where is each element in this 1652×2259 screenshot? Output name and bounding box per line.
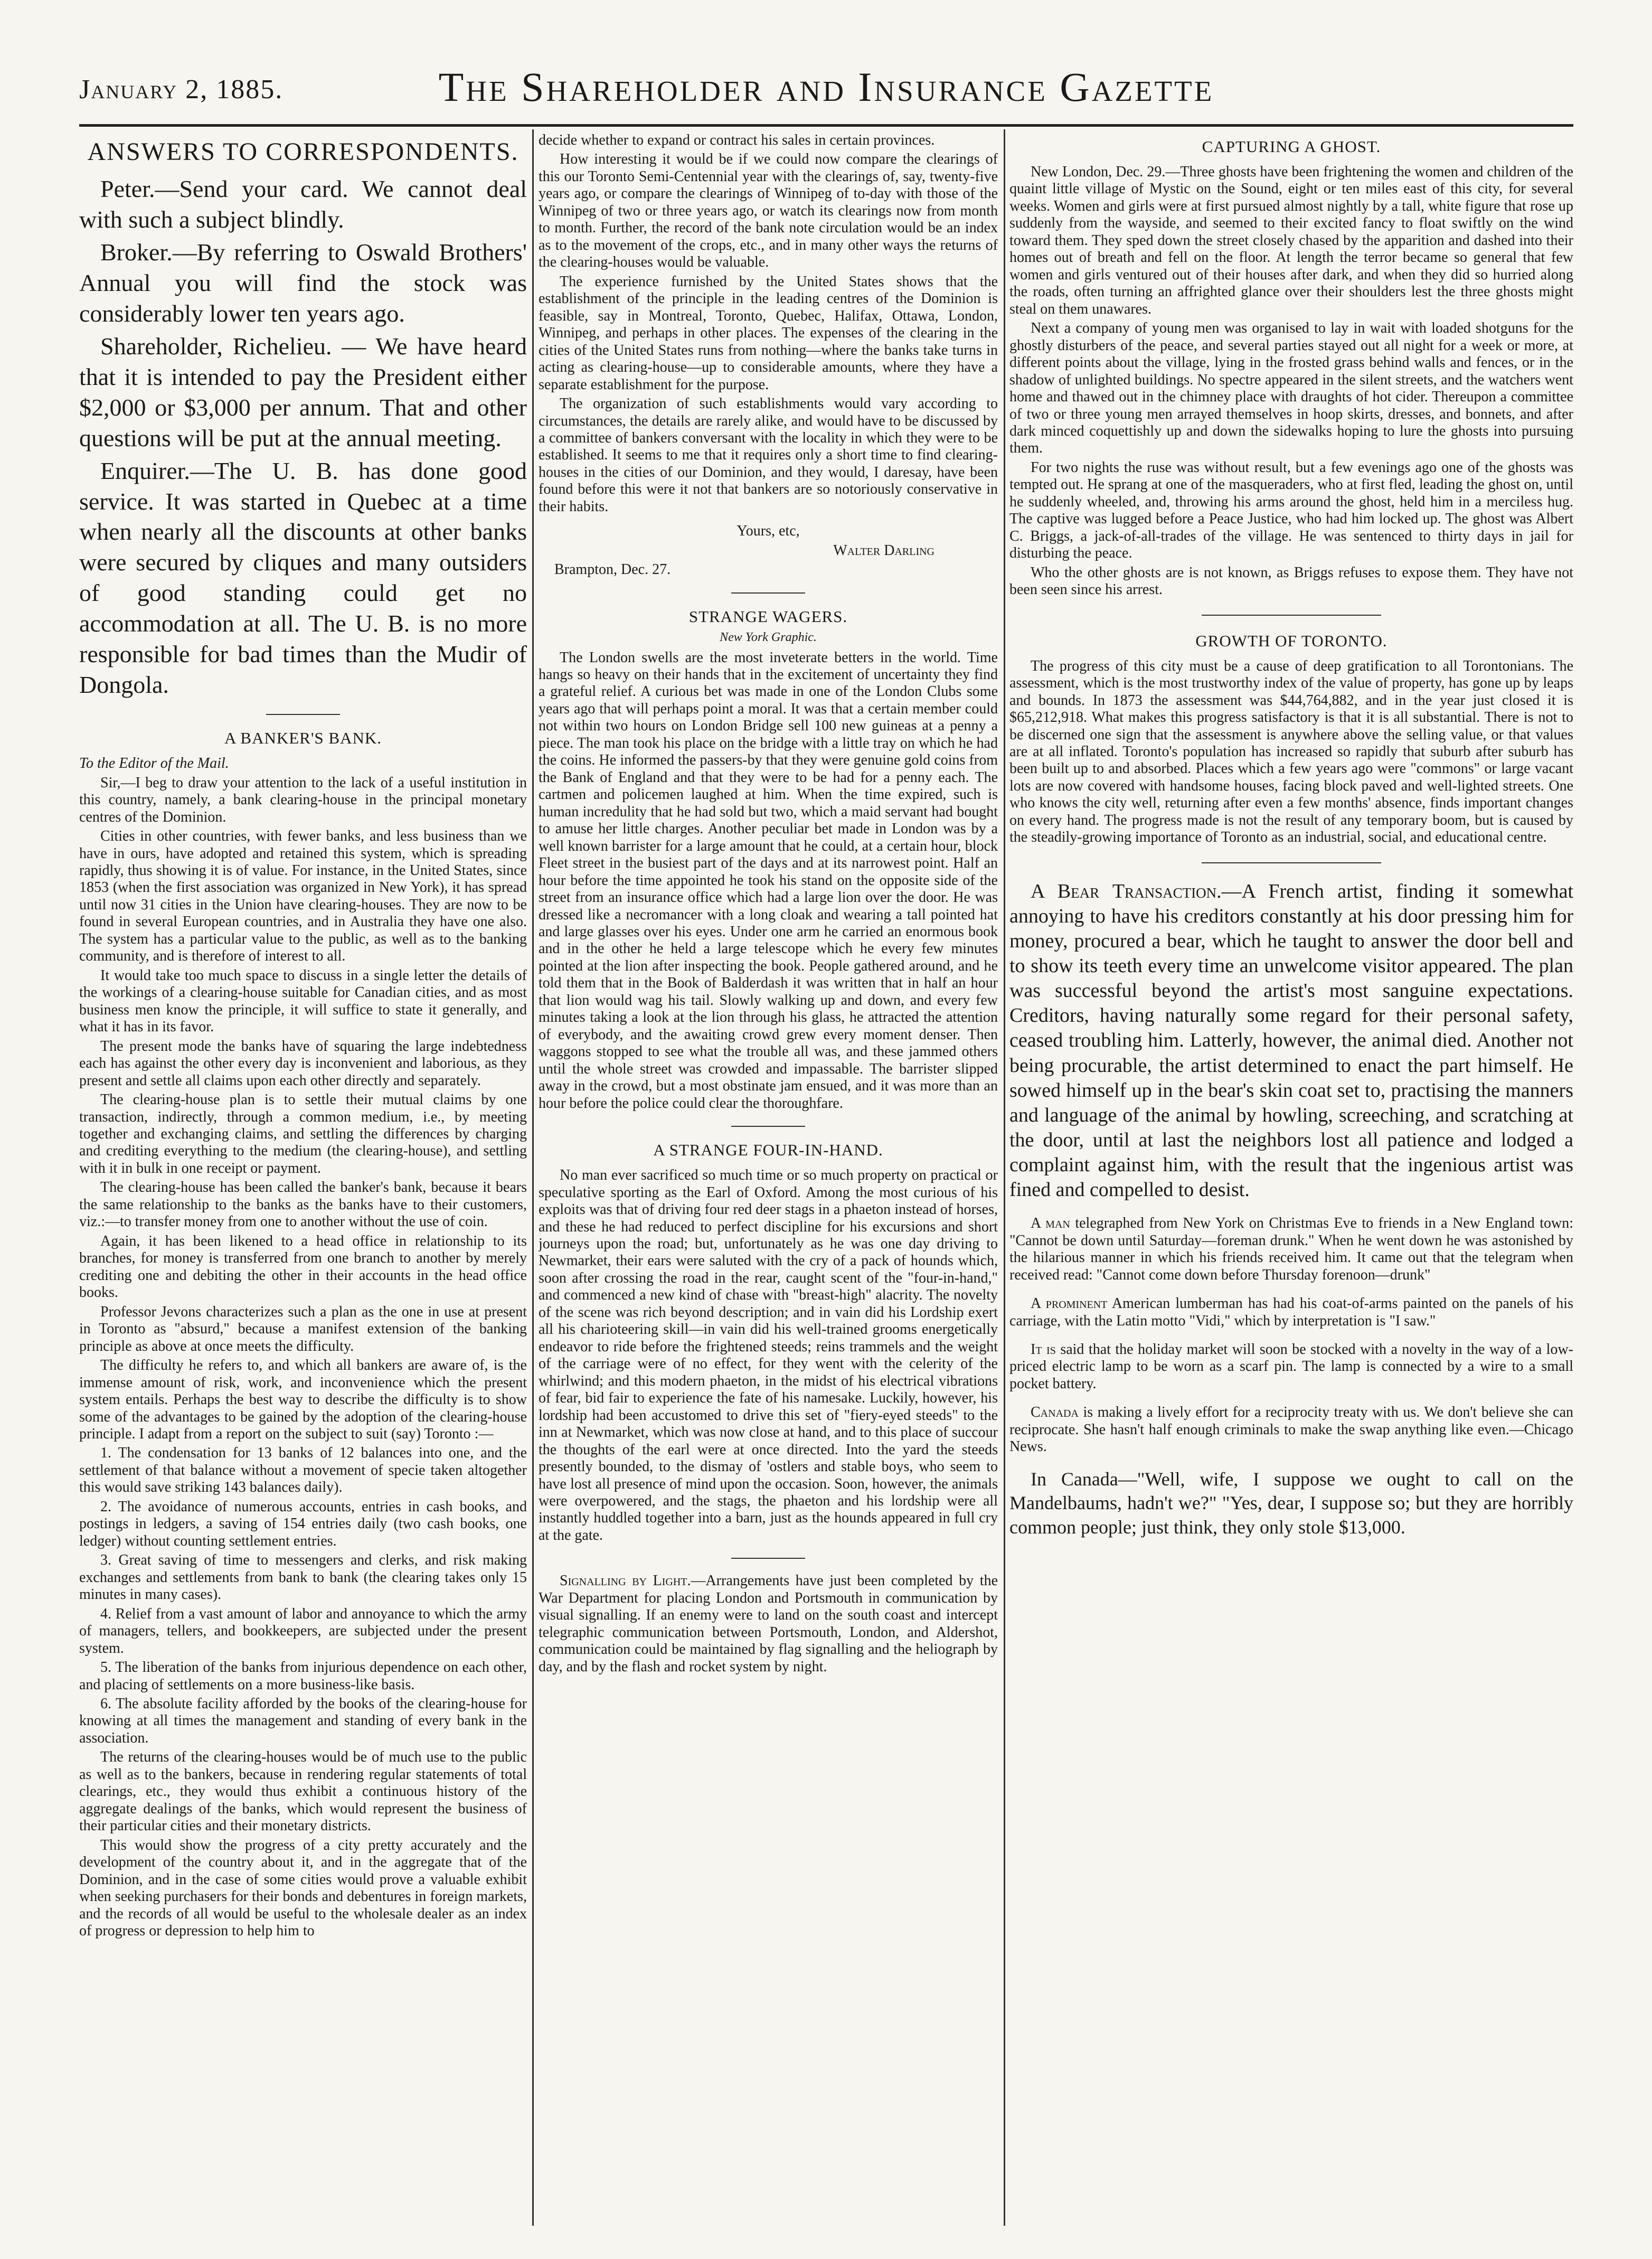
list-item: 4. Relief from a vast amount of labor and annoyance to which the army of managers, tellers, and bookkeepers, are subjected under the present system. [79,1605,527,1656]
bear-article [1009,879,1573,1202]
ghost-heading: CAPTURING A GHOST. [1202,137,1381,156]
short-item [1009,1295,1573,1330]
letter-dateline: Brampton, Dec. 27. [554,561,671,578]
toronto-article [1009,632,1573,846]
separator [731,1558,805,1559]
article-paragraph: The experience furnished by the United States shows that the establishment of the principle in the leading centres of the Dominion is feasible, say in Montreal, Toronto, Quebec, Halifax, Ottawa, London, Winnipeg, and perhaps in other places. The expenses of the clearing in the cities of the United States runs from nothing—where the banks take turns in acting as clearing-house—up to considerable amounts, where they have a separate establishment for the purpose. [539,273,998,393]
column-3 [1009,132,1573,2223]
article-paragraph: Cities in other countries, with fewer banks, and less business than we have in ours, have adopted and retained this system, which is spreading rapidly, thus showing it is of value. For instance, in the United States, since 1853 (when the first association was organized in New York), it has spread until now 31 cities in the Union have clearing-houses. They are now to be found in several European countries, and in Australia they have one also. The system has a particular value to the public, as well as to the banking community, and is therefore of interest to all. [79,828,527,965]
signalling-paragraph [539,1573,998,1676]
article-paragraph: Sir,—I beg to draw your attention to the lack of a useful institution in this country, namely, a bank clearing-house in the principal monetary centres of the Dominion. [79,774,527,825]
article-paragraph: This would show the progress of a city pretty accurately and the development of the country about it, and in the aggregate that of the Dominion, and in the case of some cities would prove a valuable exhibit when seeking purchasers for their bonds and debentures in foreign markets, and the records of all would be useful to the wholesale dealer as an index of progress or depression to help him to [79,1837,527,1940]
column-rule [532,129,534,2226]
four-in-hand-article [539,1141,998,1544]
column-1 [79,132,527,2223]
article-paragraph: Next a company of young men was organised to lay in wait with loaded shotguns for the ghostly disturbers of the peace, and several parties stayed out all night for a week or more, at different points about the village, lying in the frosted grass behind walls and fences, or in the shadow of unlighted buildings. No spectre appeared in the silent streets, and the watchers went home and thawed out in the chimney place with draughts of hot cider. Thereupon a committee of two or three young men arrayed themselves in hoop skirts, dresses, and bonnets, and after dark minced coquettishly up and down the sidewalks hoping to lure the ghosts into pursuing them. [1009,320,1573,457]
article-paragraph: It would take too much space to discuss in a single letter the details of the workings of a clearing-house suitable for Canadian cities, and as most business men know the principle, it will suffice to state it generally, and what it has in its favor. [79,967,527,1036]
signalling-text: —Arrangements have just been completed by the War Department for placing London and Portsmouth in communication by visual signalling. If an enemy were to land on the south coast and intercept telegraphic communication between Portsmouth, London, and Aldershot, communication could be maintained by flag signalling and the heliograph by day, and by the flash and rocket system by night. [539,1573,998,1675]
article-paragraph: The clearing-house has been called the banker's bank, because it bears the same relationship to the banks as the banks have to their customers, viz.:—to transfer money from one to another without the use of coin. [79,1179,527,1230]
separator [266,714,340,715]
article-paragraph: The London swells are the most inveterate betters in the world. Time hangs so heavy on their hands that in the excitement of uncertainty they find a grateful relief. A curious bet was made in one of the London Clubs some years ago that will perhaps point a moral. It was that a certain member could not within two hours on London Bridge sell 100 new guineas at a penny a piece. The man took his place on the bridge with a little tray on which he had the coins. He informed the passers-by that they were genuine gold coins from the Bank of England and that they were to be had for a penny each. The cartmen and policemen laughed at him. When the time expired, such is human incredulity that he had sold but two, which a maid servant had bought to amuse her little charges. Another peculiar bet made in London was by a well known barrister for a large amount that he could, at a certain hour, block Fleet street in the busiest part of the days and at its narrowest point. Half an hour before the time appointed he took his stand on the opposite side of the street from an insurance office which had a large lion over the door. He was dressed like a necromancer with a long cloak and wearing a tall pointed hat and large glasses over his eyes. Under one arm he carried an enormous book and in the other he held a large telescope which he every few minutes pointed at the lion after inspecting the book. People gathered around, and he told them that in the Book of Balderdash it was written that in half an hour that lion would wag his tail. Slowly walking up and down, and every few minutes taking a look at the lion through his glass, he attracted the attention of everybody, and the awaiting crowd grew every moment denser. Then waggons stopped to see what the trouble all was, and these jammed others until the whole street was crowded and impassable. The barrister slipped away in the crowd, but a most obstinate jam ensued, and it was more than an hour before the police could clear the thoroughfare. [539,649,998,1112]
bankers-bank-article [79,729,527,1940]
wagers-source: New York Graphic. [720,630,817,644]
wagers-heading: STRANGE WAGERS. [688,607,848,626]
list-item: 1. The condensation for 13 banks of 12 balances into one, and the settlement of that balance without a movement of specie taken altogether this would save striking 143 balances daily). [79,1445,527,1496]
article-paragraph: decide whether to expand or contract his sales in certain provinces. [539,132,935,148]
article-paragraph: Professor Jevons characterizes such a plan as the one in use at present in Toronto as "absurd," because a manifest extension of the banking principle as above at once meets the difficulty. [79,1303,527,1354]
short-item-text: is making a lively effort for a reciprocity treaty with us. We don't believe she can reciprocate. She hasn't half enough criminals to make the swap anything like even.—Chicago News. [1009,1404,1573,1455]
short-item [1009,1215,1573,1284]
article-paragraph: The organization of such establishments would vary according to circumstances, the details are rarely alike, and would have to be discussed by a committee of bankers conversant with the locality in which they were to be established. It seems to me that it requires only a short time to find clearing-houses in the cities of our Dominion, and they would, I daresay, have been found before this were it not that bankers are so notoriously conservative in their habits. [539,396,998,515]
article-paragraph: New London, Dec. 29.—Three ghosts have been frightening the women and children of the quaint little village of Mystic on the Sound, eight or ten miles east of this city, for several weeks. Women and girls were at first pursued almost nightly by a tall, white figure that rose up suddenly from the wayside, and seemed to their excited fancy to float swiftly on the wind toward them. They sped down the street closely chased by the apparition and dashed into their homes out of breath and fell on the floor. At length the terror became so general that few women and girls ventured out of their houses after dark, and when they did so hurried along the roads, often turning an affrighted glance over their shoulders lest the three ghosts might steal on them unawares. [1009,163,1573,317]
masthead-rule [79,124,1573,127]
four-in-hand-heading: A STRANGE FOUR-IN-HAND. [653,1141,883,1160]
article-paragraph: The returns of the clearing-houses would be of much use to the public as well as to the bankers, because in rendering regular statements of total clearings, etc., they would thus exhibit a continuous history of the aggregate dealings of the banks, which would represent the business of their particular cities and their monetary districts. [79,1749,527,1834]
short-item-text: telegraphed from New York on Christmas Eve to friends in a New England town: "Cannot be down until Saturday—foreman drunk." When he went down he was astonished by the hilarious manner in which his friends received him. It came out that the telegram when received read: "Cannot come down before Thursday forenoon—drunk" [1009,1215,1573,1283]
short-item-text: said that the holiday market will soon be stocked with a novelty in the way of a low-priced electric lamp to be worn as a scarf pin. The lamp is connected by a wire to a small pocket battery. [1009,1341,1573,1392]
bear-lead: A Bear Transaction. [1031,880,1222,902]
article-paragraph: The difficulty he refers to, and which all bankers are aware of, is the immense amount of risk, work, and inconvenience which the present system entails. Perhaps the best way to describe the difficulty is to show some of the advantages to be gained by the adoption of the clearing-house principle. I adapt from a report on the subject to suit (say) Toronto :— [79,1357,527,1442]
list-item: 6. The absolute facility afforded by the books of the clearing-house for knowing at all times the management and standing of every bank in the association. [79,1696,527,1746]
short-items [1009,1215,1573,1456]
bear-text: —A French artist, finding it somewhat annoying to have his creditors constantly at his door pressing him for money, procured a bear, which he taught to answer the door bell and to show its teeth every time an unwelcome visitor appeared. The plan was successful beyond the artist's most sanguine expectations. Creditors, having naturally some regard for their personal safety, ceased troubling him. Latterly, however, the animal died. Another not being procurable, the artist determined to enact the part himself. He sowed himself up in the bear's skin coat set to, practising the manners and language of the animal by howling, screeching, and scratching at the door, until at last the neighbors lost all patience and lodged a complaint against him, with the result that the ingenious artist was fined and compelled to desist. [1009,880,1573,1201]
masthead-title: The Shareholder and Insurance Gazette [438,64,1214,110]
answers-heading: ANSWERS TO CORRESPONDENTS. [87,138,519,166]
letter-sign-off: Yours, etc, [737,523,800,540]
column-2 [539,132,998,2223]
answer-item: Peter.—Send your card. We cannot deal with such a subject blindly. [79,175,527,233]
answer-item: Shareholder, Richelieu. — We have heard that it is intended to pay the President either $2,000 or $3,000 per annum. That and other questions will be put at the annual meeting. [79,332,527,451]
article-paragraph: How interesting it would be if we could now compare the clearings of this our Toronto Semi-Centennial year with the clearings of, say, twenty-five years ago, or compare the clearings of Winnipeg of to-day with those of the Winnipeg of two or three years ago, or watch its clearings now from month to month. Further, the record of the bank note circulation would be an index as to the movement of the crops, etc., and in many other ways the returns of the clearing-houses would be valuable. [539,151,998,271]
bear-paragraph [1009,879,1573,1202]
bankers-bank-heading: A BANKER'S BANK. [224,729,382,748]
short-item [1009,1341,1573,1392]
toronto-heading: GROWTH OF TORONTO. [1195,631,1387,650]
bankers-bank-salutation: To the Editor of the Mail. [79,755,229,772]
article-paragraph: The progress of this city must be a cause of deep gratification to all Torontonians. The assessment, which is the most trustworthy index of the value of property, has gone up by leaps and bounds. In 1873 the assessment was $44,764,882, and in the year just closed it is $65,212,918. What makes this progress satisfactory is that it is all substantial. There is not to be discerned one sign that the assessment is anywhere above the selling value, or that values are at all inflated. Toronto's population has increased so rapidly that suburb after suburb has been built up to and absorbed. Places which a few years ago were "commons" or large vacant lots are now covered with handsome houses, facing block paved and well-lighted streets. One who knows the city well, returning after even a few months' absence, finds important changes on every hand. The progress made is not the result of any temporary boom, but is caused by the steadily-growing importance of Toronto as an industrial, social, and educational centre. [1009,657,1573,846]
masthead-date: January 2, 1885. [79,74,284,105]
ghost-article [1009,137,1573,599]
article-paragraph: Who the other ghosts are is not known, as Briggs refuses to expose them. They have not been seen since his arrest. [1009,564,1573,598]
canada-joke [1009,1467,1573,1539]
list-item: 2. The avoidance of numerous accounts, entries in cash books, and postings in ledgers, a saving of 154 entries daily (two cash books, one ledger) without counting settlement entries. [79,1498,527,1549]
short-item-lead: Canada [1031,1404,1079,1421]
answer-item: Broker.—By referring to Oswald Brothers' Annual you will find the stock was considerably lower ten years ago. [79,238,527,327]
signalling-lead: Signalling by Light. [560,1573,691,1589]
advantages-list [79,1445,527,1747]
short-item-lead: It is [1031,1341,1056,1358]
list-item: 5. The liberation of the banks from injurious dependence on each other, and placing of settlements on a more business-like basis. [79,1659,527,1693]
answers-section [79,137,527,700]
separator [731,1126,805,1127]
article-paragraph: The clearing-house plan is to settle their mutual claims by one transaction, indirectly, through a common medium, i.e., by meeting together and exchanging claims, and settling the differences by charging and crediting everything to the medium (the clearing-house), and settling with it in bulk in one receipt or payment. [79,1091,527,1176]
canada-joke-text: In Canada—"Well, wife, I suppose we ought to call on the Mandelbaums, hadn't we?" "Yes, dear, I suppose so; but they are horribly common people; just think, they only stole $13,000. [1009,1468,1573,1538]
article-paragraph: The present mode the banks have of squaring the large indebtedness each has against the other every day is inconvenient and laborious, as they present and settle all claims upon each other directly and separately. [79,1038,527,1089]
column-rule [1004,129,1005,2226]
list-item: 3. Great saving of time to messengers and clerks, and risk making exchanges and settlements from bank to bank (the clearing takes only 15 minutes in many cases). [79,1552,527,1603]
article-paragraph: Again, it has been likened to a head office in relationship to its branches, for money is transferred from one branch to another by merely crediting one and debiting the other in their accounts in the head office books. [79,1232,527,1301]
letter-continuation [539,132,998,579]
letter-signature: Walter Darling [833,542,934,559]
short-item-lead: A man [1031,1215,1070,1232]
separator [1202,615,1381,616]
answer-item: Enquirer.—The U. B. has done good service. It was started in Quebec at a time when nearly all the discounts at other banks were secured by cliques and many outsiders of good standing could get no accommodation at all. The U. B. is no more responsible for bad times than the Mudir of Dongola. [79,457,527,699]
masthead [79,63,1573,121]
article-paragraph: No man ever sacrificed so much time or so much property on practical or speculative sporting as the Earl of Oxford. Among the most curious of his exploits was that of driving four red deer stags in a phaeton instead of horses, and these he had reduced to perfect discipline for his excursions and short journeys upon the road; but, unfortunately as he was one day driving to Newmarket, their ears were saluted with the cry of a pack of hounds which, soon after crossing the road in the rear, caught scent of the "four-in-hand," and commenced a new kind of chase with "breast-high" alacrity. The novelty of the scene was rich beyond description; and in vain did his Lordship exert all his charioteering skill—in vain did his well-trained grooms energetically endeavor to ride before the frightened steeds; reins trammels and the weight of the carriage were of no effect, for they went with the celerity of the whirlwind; and this modern phaeton, in the midst of his electrical vibrations of fear, bid fair to experience the fate of his namesake. Luckily, however, his lordship had been accustomed to drive this set of "fiery-eyed steeds" to the inn at Newmarket, which was now close at hand, and to this place of succour the thoughts of the earl were at once directed. Into the yard the steeds presently bounded, to the dismay of 'ostlers and stable boys, who seem to have lost all presence of mind upon the occasion. Soon, however, the animals were overpowered, and the stags, the phaeton and his lordship were all instantly huddled together into a barn, just as the hounds appeared in full cry at the gate. [539,1167,998,1543]
short-item [1009,1404,1573,1455]
short-item-text: American lumberman has had his coat-of-arms painted on the panels of his carriage, with the Latin motto "Vidi," which by interpretation is "I saw." [1009,1295,1573,1329]
short-item-lead: A prominent [1031,1295,1108,1312]
article-paragraph: For two nights the ruse was without result, but a few evenings ago one of the ghosts was tempted out. He sprang at one of the masqueraders, who at first fled, leading the ghost on, until he suddenly wheeled, and, throwing his arms around the ghost, held him in a merciless hug. The captive was lugged before a Peace Justice, who had him locked up. The ghost was Albert C. Briggs, a jack-of-all-trades of the village. He was sentenced to thirty days in jail for disturbing the peace. [1009,459,1573,562]
wagers-article [539,607,998,1112]
separator [731,592,805,594]
separator [1202,862,1381,863]
